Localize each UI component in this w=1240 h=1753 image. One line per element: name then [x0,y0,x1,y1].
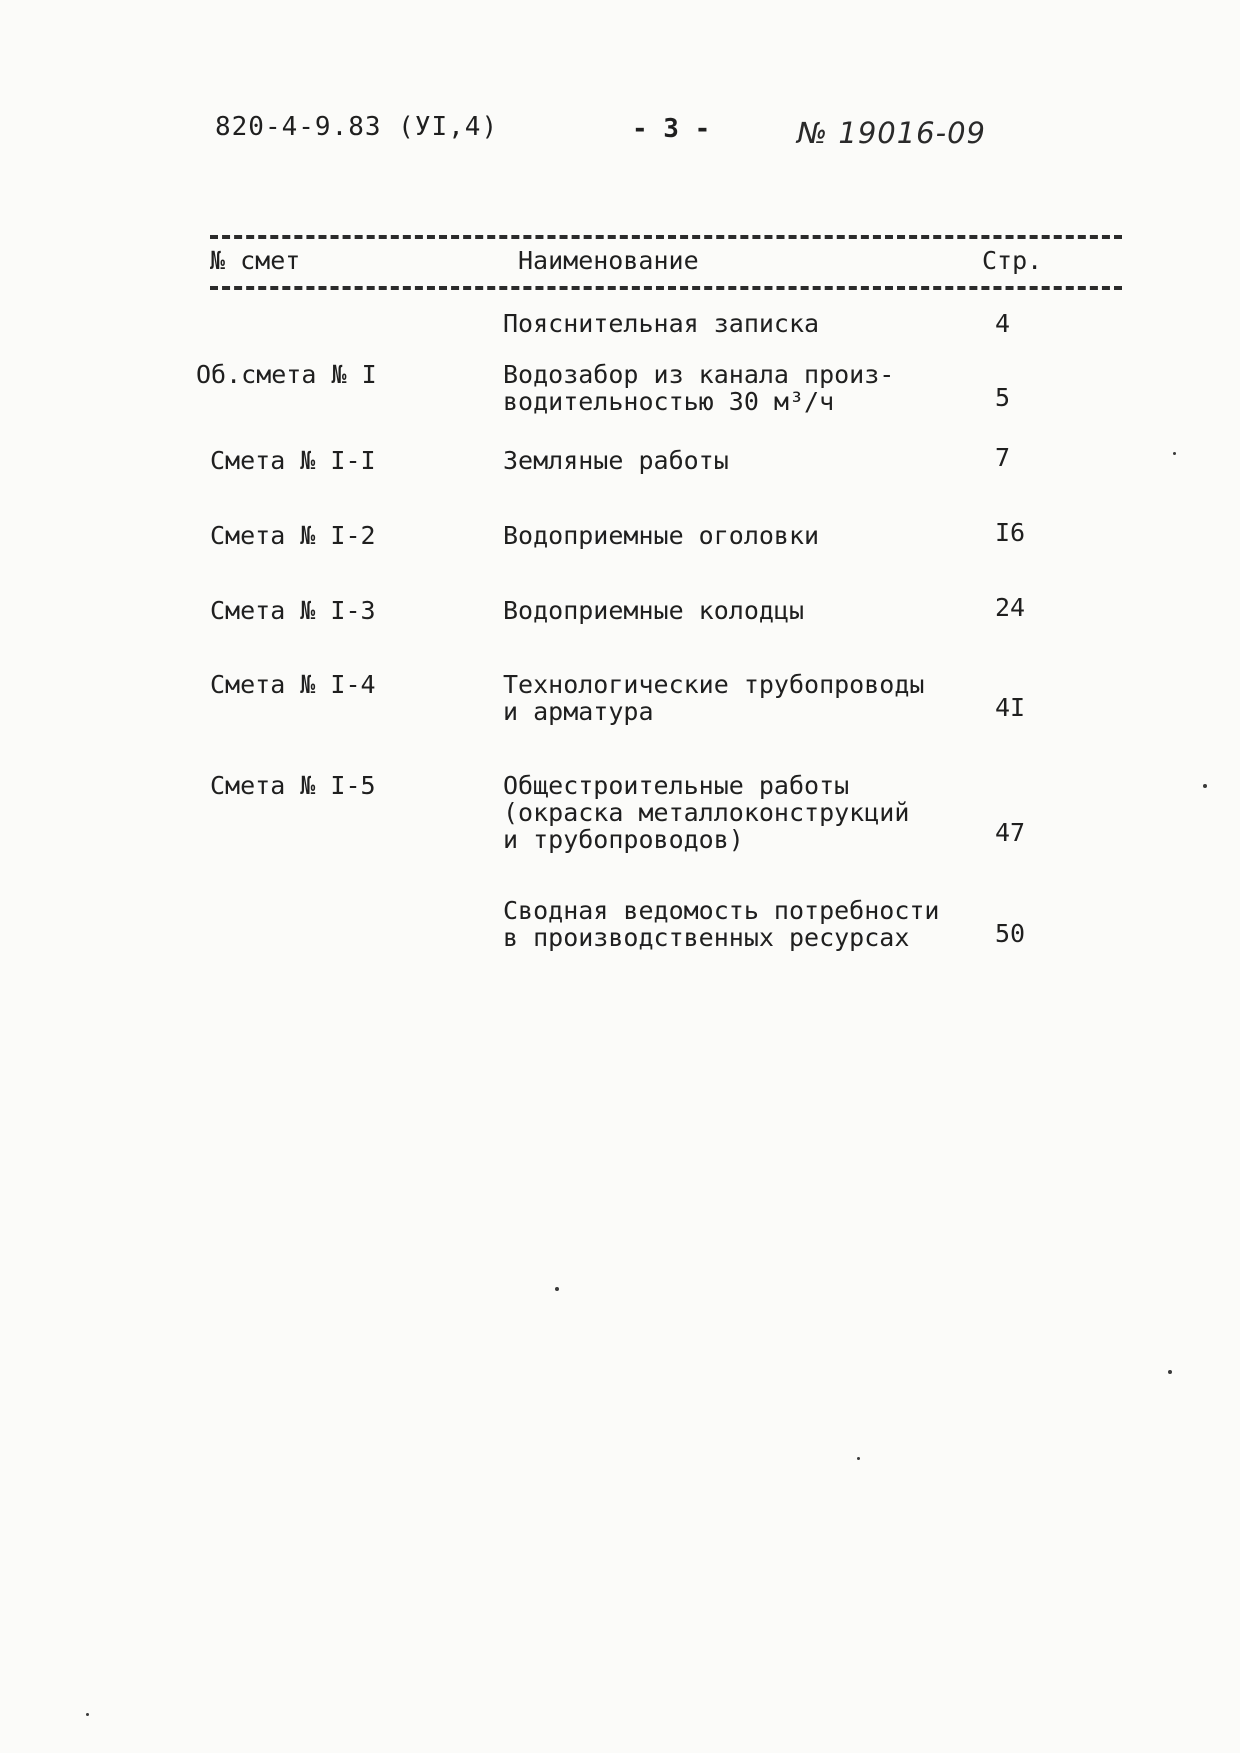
table-top-rule [210,235,1122,239]
item-name: Водозабор из канала произ- водительностью 30 м³/ч [503,360,895,416]
item-name: Земляные работы [503,446,729,475]
item-name: Пояснительная записка [503,309,820,338]
item-page: 4I [995,693,1026,722]
estimate-number: Смета № I-I [210,446,376,475]
item-page: I6 [995,518,1026,547]
item-name: Сводная ведомость потребности в производственных ресурсах [503,896,940,952]
scan-speck [555,1287,559,1291]
column-header-name: Наименование [518,246,699,275]
item-page: 7 [995,443,1011,472]
estimate-number: Смета № I-4 [210,670,376,699]
estimate-number: Об.смета № I [196,360,377,389]
item-page: 4 [995,309,1011,338]
item-page: 24 [995,593,1026,622]
estimate-number: Смета № I-3 [210,596,376,625]
item-name: Водоприемные колодцы [503,596,805,625]
registration-number: № 19016-09 [797,116,986,150]
item-page: 5 [995,383,1011,412]
item-name: Общестроительные работы (окраска металлоконструкций и трубопроводов) [503,771,910,854]
scan-speck [1173,452,1176,455]
item-page: 50 [995,919,1026,948]
page-number: - 3 - [632,114,711,144]
column-header-page: Стр. [982,246,1043,275]
item-page: 47 [995,818,1026,847]
table-header-rule [210,286,1122,290]
estimate-number: Смета № I-2 [210,521,376,550]
scan-speck [86,1713,89,1716]
column-header-estimate-number: № смет [210,246,301,275]
item-name: Водоприемные оголовки [503,521,820,550]
scan-speck [1168,1370,1172,1374]
document-code: 820-4-9.83 (УI,4) [215,112,499,142]
scan-speck [1203,784,1207,788]
scan-speck [857,1457,860,1460]
item-name: Технологические трубопроводы и арматура [503,670,925,726]
estimate-number: Смета № I-5 [210,771,376,800]
